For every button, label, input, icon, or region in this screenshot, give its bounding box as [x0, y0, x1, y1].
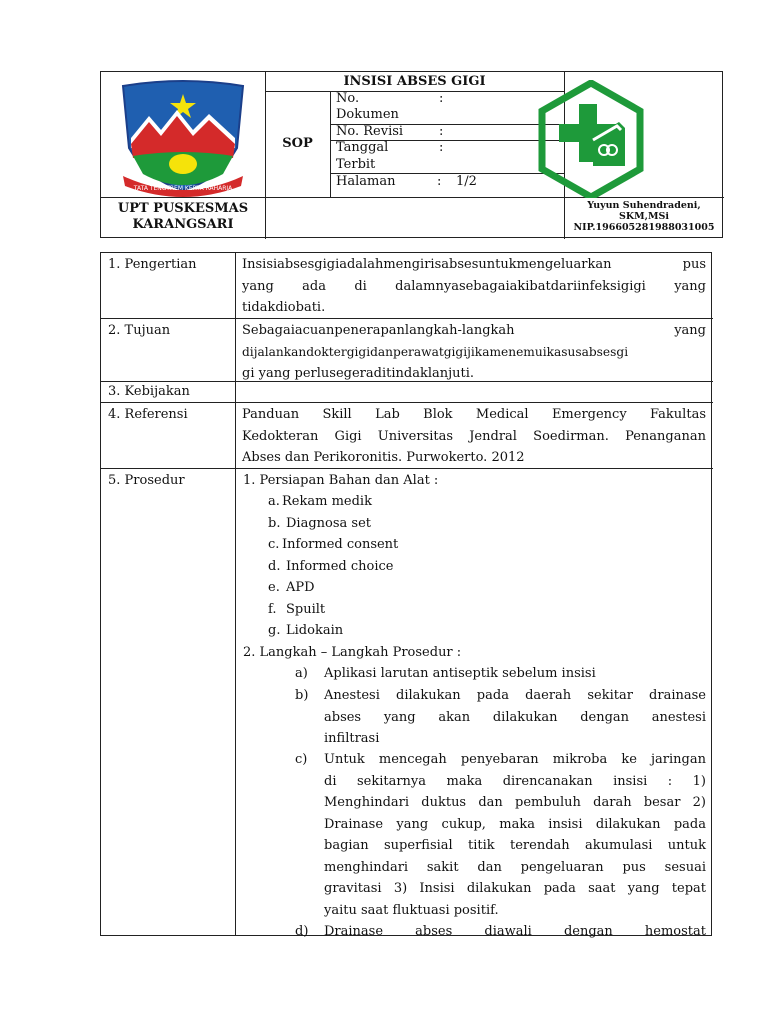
field-revisi-label: No. Revisi: [336, 124, 404, 139]
field-terbit-label: Terbit: [336, 157, 376, 172]
row-prosedur: [101, 469, 713, 939]
puskesmas-logo: [491, 80, 691, 198]
field-tanggal-sep: :: [439, 140, 444, 155]
step-line: Untuk mencegah penyebaran mikroba ke jaringan: [324, 752, 706, 767]
persiapan-item: Lidokain: [286, 623, 344, 638]
content-kebijakan: [235, 382, 713, 402]
row-pengertian: [101, 253, 713, 319]
step-line: Anestesi dilakukan pada daerah sekitar drainase: [324, 688, 706, 703]
step-line: menghindari sakit dan pengeluaran pus sesuai: [324, 859, 706, 875]
content-pengertian: [235, 253, 713, 318]
label-referensi: 4. Referensi: [108, 407, 188, 422]
sop-content-table: [100, 252, 712, 939]
persiapan-marker: e.: [268, 580, 280, 595]
puskesmas-region-logo: [119, 78, 247, 198]
step-line: Aplikasi larutan antiseptik sebelum insisi: [324, 666, 596, 681]
persiapan-marker: g.: [268, 623, 281, 638]
step-line: infiltrasi: [324, 731, 380, 746]
field-no-label: No.: [336, 91, 360, 106]
label-kebijakan: 3. Kebijakan: [108, 384, 190, 399]
row-kebijakan: [101, 382, 713, 403]
langkah-title: 2. Langkah – Langkah Prosedur :: [243, 645, 462, 660]
persiapan-item: Spuilt: [286, 602, 326, 617]
label-pengertian: 1. Pengertian: [108, 257, 197, 272]
sop-header-table: [100, 71, 723, 238]
step-line: Drainase abses diawali dengan hemostat: [324, 924, 706, 939]
text-line: Panduan Skill Lab Blok Medical Emergency Fakultas: [242, 407, 706, 422]
persiapan-marker: c.: [268, 537, 280, 552]
row-referensi: [101, 403, 713, 469]
text-line: tidakdiobati.: [242, 300, 326, 315]
step-line: abses yang akan dilakukan dengan anestesi: [324, 709, 706, 725]
step-marker: c): [295, 752, 308, 767]
document-title: INSISI ABSES GIGI: [343, 74, 486, 89]
field-dokumen-label: Dokumen: [336, 107, 399, 122]
text-line: dijalankandoktergigidanperawatgigijikamenemuikasusabsesgi: [242, 344, 629, 359]
persiapan-marker: d.: [268, 559, 281, 574]
label-prosedur: 5. Prosedur: [108, 473, 185, 488]
text-line: Abses dan Perikoronitis. Purwokerto. 2012: [242, 450, 525, 465]
step-line: di sekitarnya maka direncanakan insisi : 1): [324, 773, 706, 789]
logo-motto: TATA TENGTREM KERTA RAHARJA: [133, 185, 233, 192]
signatory-nip: NIP.196605281988031005: [573, 222, 715, 233]
step-line: Menghindari duktus dan pembuluh darah besar 2): [324, 795, 706, 810]
field-revisi-sep: :: [439, 124, 444, 139]
field-no-dokumen-sep: :: [439, 91, 444, 106]
step-line: gravitasi 3) Insisi dilakukan pada saat yang tepat: [324, 881, 706, 896]
step-marker: a): [295, 666, 308, 681]
field-halaman-label: Halaman: [336, 174, 396, 189]
persiapan-item: Informed consent: [282, 537, 399, 552]
step-line: bagian superfisial titik terendah akumulasi untuk: [324, 838, 706, 853]
persiapan-item: Informed choice: [286, 559, 394, 574]
sop-label: SOP: [282, 136, 313, 151]
row-tujuan: [101, 319, 713, 382]
text-line: gi yang perlusegeraditindaklanjuti.: [242, 366, 475, 381]
step-line: yaitu saat fluktuasi positif.: [324, 902, 499, 918]
org-name-line2: KARANGSARI: [132, 217, 234, 232]
persiapan-title: 1. Persiapan Bahan dan Alat :: [243, 473, 439, 488]
persiapan-marker: f.: [268, 602, 277, 617]
content-tujuan: [235, 319, 713, 381]
text-line: Sebagaiacuanpenerapanlangkah-langkah yang: [242, 323, 706, 338]
persiapan-item: Rekam medik: [282, 494, 372, 509]
persiapan-marker: b.: [268, 516, 281, 531]
persiapan-item: APD: [286, 580, 315, 595]
text-line: yang ada di dalamnyasebagaiakibatdariinfeksigigi yang: [242, 278, 706, 294]
text-line: Kedokteran Gigi Universitas Jendral Soedirman. Penanganan: [242, 428, 706, 444]
step-marker: b): [295, 688, 309, 703]
persiapan-marker: a.: [268, 494, 280, 509]
signatory-title: SKM,MSi: [619, 211, 669, 222]
field-halaman-sep: :: [437, 174, 442, 189]
content-referensi: [235, 403, 713, 468]
field-halaman-value: 1/2: [456, 174, 477, 189]
persiapan-item: Diagnosa set: [286, 516, 371, 531]
step-marker: d): [295, 924, 309, 939]
field-tanggal-label: Tanggal: [336, 140, 389, 155]
org-name-line1: UPT PUSKESMAS: [117, 201, 249, 216]
text-line: Insisiabsesgigiadalahmengirisabsesuntukmengeluarkan pus: [242, 257, 706, 272]
step-line: Drainase yang cukup, maka insisi dilakukan pada: [324, 816, 706, 832]
label-tujuan: 2. Tujuan: [108, 323, 171, 338]
content-prosedur: [235, 469, 713, 939]
signatory-name: Yuyun Suhendradeni,: [587, 200, 701, 211]
